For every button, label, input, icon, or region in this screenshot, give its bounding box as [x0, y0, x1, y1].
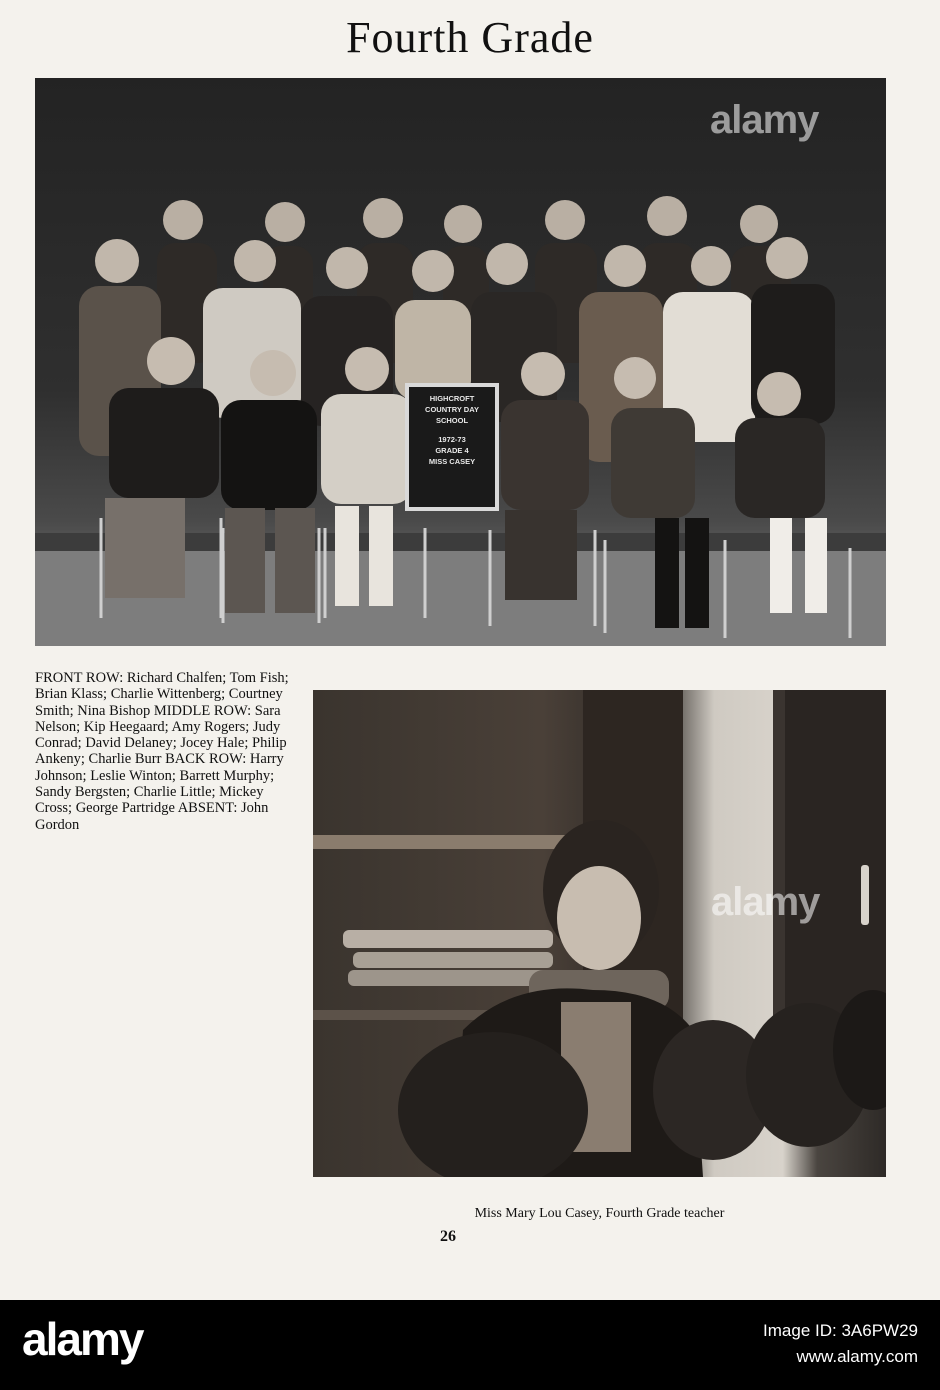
sign-line: HIGHCROFT — [429, 394, 475, 403]
sign-line: 1972-73 — [438, 435, 466, 444]
stock-logo: alamy — [22, 1313, 143, 1365]
page-number: 26 — [440, 1228, 456, 1245]
sign-line: GRADE 4 — [435, 446, 469, 455]
sign-line: MISS CASEY — [428, 457, 476, 466]
class-photo — [35, 78, 886, 646]
image-id: Image ID: 3A6PW29 — [763, 1321, 918, 1340]
teacher-photo-caption: Miss Mary Lou Casey, Fourth Grade teacher — [474, 1206, 725, 1221]
watermark-logo: alamy — [711, 880, 820, 924]
page-title: Fourth Grade — [346, 13, 594, 62]
sign-line: SCHOOL — [435, 416, 469, 425]
class-photo-caption: FRONT ROW: Richard Chalfen; Tom Fish; Brian Klass; Charlie Wittenberg; Courtney Smith; Nina Bishop MIDDLE ROW: Sara Nelson; Kip Heegaard; Amy Rogers; Judy Conrad; David Delaney; Jocey Hale; Philip Ankeny; Charlie Burr BACK ROW: Harry Johnson; Leslie Winton; Barrett Murphy; Sandy Bergsten; Charlie Little; Mickey Cross; George Partridge ABSENT: John Gordon — [35, 670, 289, 833]
site-url: www.alamy.com — [796, 1347, 918, 1366]
teacher-photo-illustration — [313, 690, 886, 1177]
stock-image-info — [763, 1318, 918, 1370]
sign-line: COUNTRY DAY — [425, 405, 479, 414]
class-sign-board — [405, 383, 499, 511]
class-photo-illustration — [35, 78, 886, 646]
teacher-photo — [313, 690, 886, 1177]
watermark-logo: alamy — [710, 98, 819, 142]
